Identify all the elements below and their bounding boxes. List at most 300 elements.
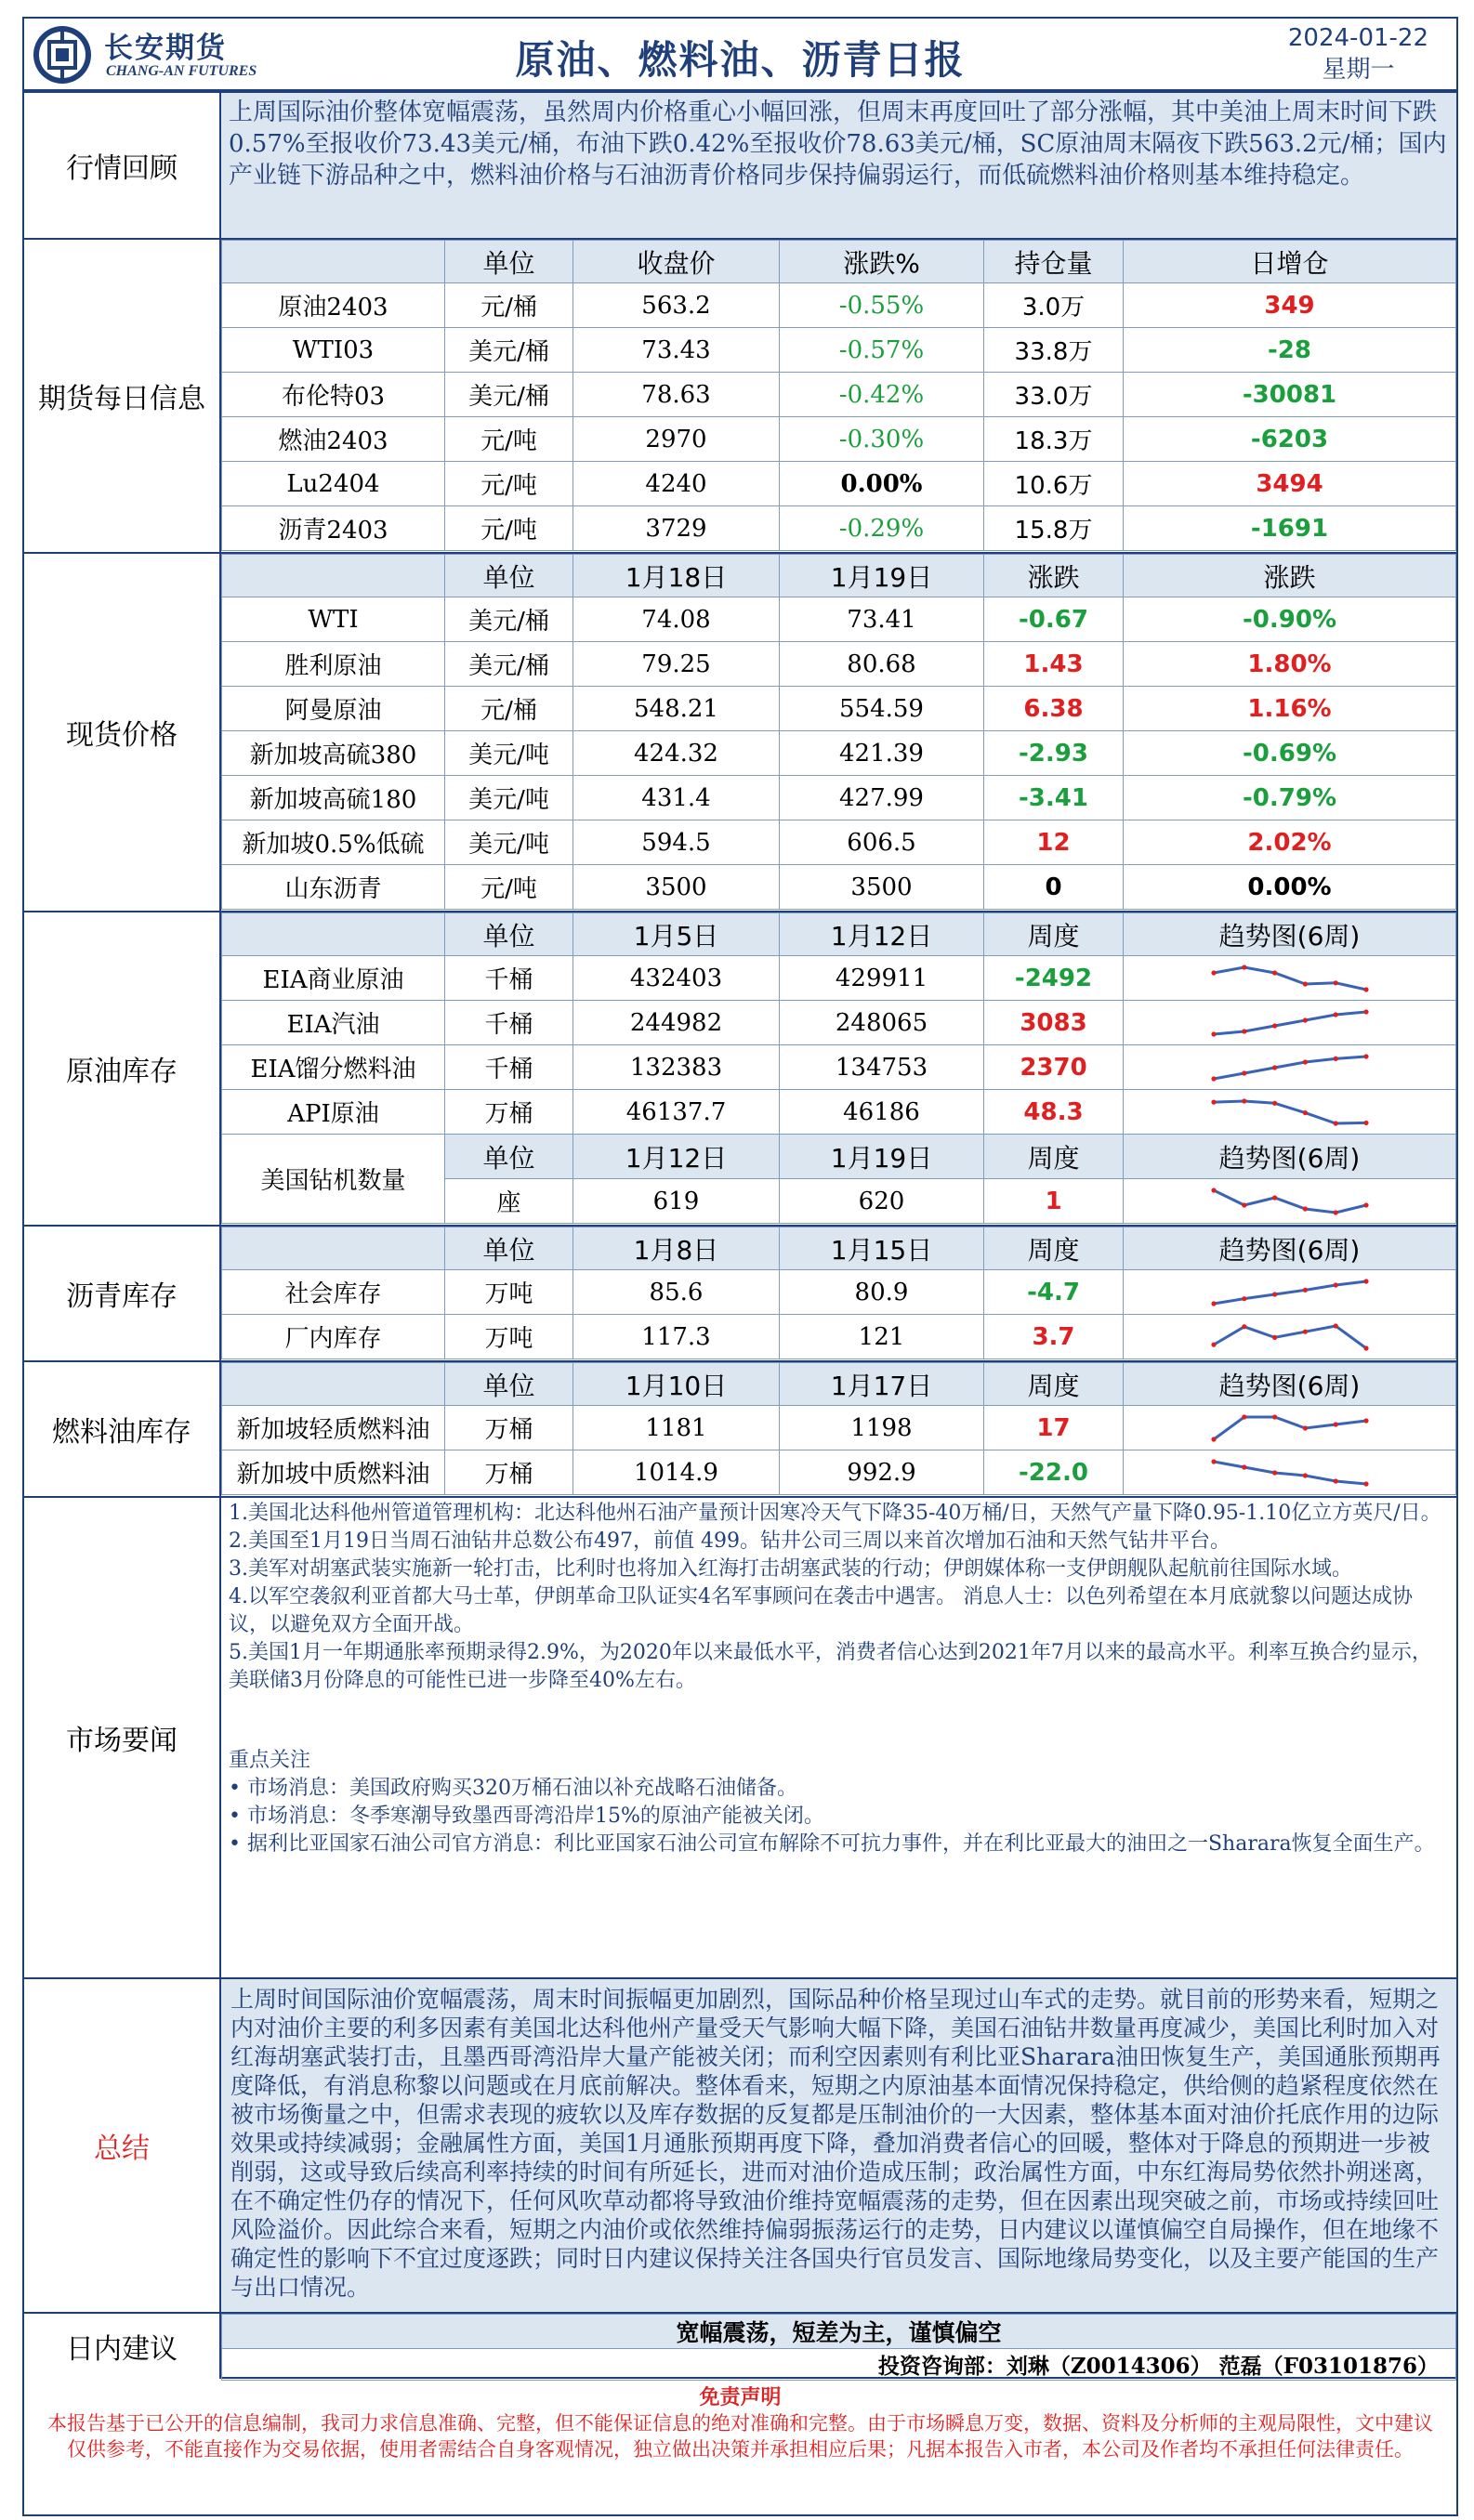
spot-name: 新加坡高硫180 [222,776,445,820]
trend-point [1242,1202,1246,1207]
change-pct: -0.29% [780,506,984,551]
column-header: 趋势图(6周) [1124,1363,1456,1406]
open-interest: 10.6万 [984,462,1124,506]
trend-cell [1124,1179,1456,1224]
section-review [24,93,1456,240]
trend-line [1214,1057,1366,1079]
focus-item: • 据利比亚国家石油公司官方消息：利比亚国家石油公司宣布解除不可抗力事件，并在利比亚最大的油田之一Sharara恢复全面生产。 [229,1832,1435,1856]
inventory-name: 新加坡轻质燃料油 [222,1406,445,1450]
trend-sparkline [1206,962,1374,995]
inventory-name: EIA馏分燃料油 [222,1045,445,1090]
trend-point [1272,1414,1277,1419]
column-header [222,555,445,597]
column-header: 1月15日 [780,1227,984,1270]
section-label: 期货每日信息 [24,240,221,552]
logo-cn-text: 长安期货 [104,32,227,65]
section-label: 沥青库存 [24,1227,221,1360]
open-interest: 15.8万 [984,506,1124,551]
column-header: 周度 [984,1227,1124,1270]
table-row [222,1270,1456,1315]
unit-cell: 千桶 [445,956,573,1001]
price-change: -2.93 [984,731,1124,776]
trend-point [1333,980,1337,985]
trend-point [1242,1098,1246,1103]
daily-oi-change: -28 [1124,328,1456,373]
section-crude-inventory [24,912,1456,1227]
column-header: 周度 [984,1363,1124,1406]
column-header [222,1363,445,1406]
header-row [222,1227,1456,1270]
trend-point [1363,1279,1368,1283]
inventory-name: EIA汽油 [222,1001,445,1045]
report-page [22,17,1458,2516]
column-header: 周度 [984,1135,1124,1179]
price-change-pct: 0.00% [1124,865,1456,910]
trend-point [1333,1121,1337,1125]
table-row [222,1001,1456,1045]
close-price: 78.63 [573,373,780,417]
price-change: 6.38 [984,687,1124,731]
trend-point [1333,1210,1337,1214]
spot-name: 新加坡高硫380 [222,731,445,776]
table-row [222,1406,1456,1450]
trend-point [1211,1099,1216,1104]
open-interest: 18.3万 [984,417,1124,462]
column-header [222,241,445,283]
trend-point [1272,1023,1277,1028]
analysts-text: 投资咨询部：刘琳（Z0014306） 范磊（F03101876） [222,2349,1456,2381]
spot-name: 阿曼原油 [222,687,445,731]
column-header: 单位 [445,555,573,597]
value-prev: 1181 [573,1406,780,1450]
weekly-change: 17 [984,1406,1124,1450]
trend-point [1363,1009,1368,1014]
unit-cell: 美元/桶 [445,642,573,687]
price-day1: 74.08 [573,597,780,642]
table-row [222,506,1456,551]
change-pct: -0.57% [780,328,984,373]
price-day2: 606.5 [780,820,984,865]
trend-point [1333,1012,1337,1017]
table-row [222,1090,1456,1135]
trend-sparkline [1206,1320,1374,1354]
section-label: 日内建议 [24,2314,221,2379]
price-change: -0.67 [984,597,1124,642]
asphalt-inventory-table [221,1227,1456,1359]
table-row [222,820,1456,865]
column-header: 持仓量 [984,241,1124,283]
section-label: 现货价格 [24,554,221,911]
unit-cell: 美元/吨 [445,776,573,820]
header-row [222,1363,1456,1406]
trend-sparkline [1206,1185,1374,1218]
trend-point [1302,981,1307,986]
trend-point [1211,1301,1216,1306]
trend-line [1214,1190,1366,1213]
weekly-change: 3.7 [984,1315,1124,1359]
disclaimer [22,2379,1458,2516]
value-prev: 117.3 [573,1315,780,1359]
weekday-text: 星期一 [1322,56,1395,84]
trend-point [1333,1282,1337,1287]
trend-cell [1124,1315,1456,1359]
trend-point [1302,1017,1307,1022]
contract-name: WTI03 [222,328,445,373]
trend-sparkline [1206,1456,1374,1490]
price-day2: 80.68 [780,642,984,687]
summary-text: 上周时间国际油价宽幅震荡，周末时间振幅更加剧烈，国际品种价格呈现过山车式的走势。就目前的形势来看，短期之内对油价主要的利多因素有美国北达科他州产量受天气影响大幅下降，美国石油钻井数量再度减少，美国比利时加入对红海胡塞武装打击，且墨西哥湾沿岸大量产能被关闭；而利空因素则有利比亚Sharara油田恢复生产，美国通胀预期再度降低，有消息称黎以问题或在月底前解决。整体看来，短期之内原油基本面情况保持稳定，供给侧的趋紧程度依然在被市场衡量之中，但需求表现的疲软以及库存数据的反复都是压制油价的一大因素，整体基本面对油价托底作用的边际效果或持续减弱；金融属性方面，美国1月通胀预期再度下降，叠加消费者信心的回暖，整体对于降息的预期进一步被削弱，这或导致后续高利率持续的时间有所延长，进而对油价造成压制；政治属性方面，中东红海局势依然扑朔迷离，在不确定性仍存的情况下，任何风吹草动都将导致油价维持宽幅震荡的走势，但在因素出现突破之前，市场或持续回吐风险溢价。因此综合来看，短期之内油价或依然维持偏弱振荡运行的走势，日内建议以谨慎偏空自局操作，但在地缘不确定性的影响下不宜过度逐跌；同时日内建议保持关注各国央行官员发言、国际地缘局势变化，以及主要产能国的生产与出口情况。 [221,1979,1456,2312]
price-day2: 421.39 [780,731,984,776]
spot-name: 胜利原油 [222,642,445,687]
weekly-change: 2370 [984,1045,1124,1090]
header-row [222,241,1456,283]
trend-point [1272,1100,1277,1105]
price-change-pct: -0.69% [1124,731,1456,776]
section-label: 原油库存 [24,912,221,1225]
price-day2: 427.99 [780,776,984,820]
column-header [222,1227,445,1270]
unit-cell: 万吨 [445,1270,573,1315]
contract-name: 燃油2403 [222,417,445,462]
trend-point [1272,1334,1277,1339]
change-pct: -0.42% [780,373,984,417]
column-header: 收盘价 [573,241,780,283]
column-header: 涨跌 [1124,555,1456,597]
column-header: 涨跌% [780,241,984,283]
trend-line [1214,1462,1366,1484]
trend-line [1214,1417,1366,1439]
section-label: 市场要闻 [24,1498,221,1977]
trend-point [1242,1324,1246,1329]
trend-point [1211,1437,1216,1441]
table-row [222,642,1456,687]
trend-line [1214,967,1366,990]
trend-point [1363,1054,1368,1058]
trend-point [1242,1414,1246,1419]
price-day2: 3500 [780,865,984,910]
weekly-change: 1 [984,1179,1124,1224]
unit-cell: 千桶 [445,1045,573,1090]
trend-point [1242,1296,1246,1301]
rig-count-name: 美国钻机数量 [222,1135,445,1224]
close-price: 3729 [573,506,780,551]
value-latest: 80.9 [780,1270,984,1315]
trend-point [1333,1056,1337,1060]
price-day1: 548.21 [573,687,780,731]
section-label: 行情回顾 [24,93,221,238]
report-header [22,17,1458,91]
unit-cell: 元/吨 [445,865,573,910]
unit-cell: 元/桶 [445,283,573,328]
change-pct: -0.55% [780,283,984,328]
close-price: 563.2 [573,283,780,328]
daily-oi-change: -6203 [1124,417,1456,462]
unit-cell: 美元/吨 [445,820,573,865]
price-change-pct: -0.79% [1124,776,1456,820]
column-header: 单位 [445,1363,573,1406]
column-header: 1月12日 [573,1135,780,1179]
disclaimer-text: 本报告基于已公开的信息编制，我司力求信息准确、完整，但不能保证信息的绝对准确和完整。由于市场瞬息万变，数据、资料及分析师的主观局限性，文中建议仅供参考，不能直接作为交易依据，使用者需结合自身客观情况，独立做出决策并承担相应后果；凡据本报告入市者，本公司及作者均不承担任何法律责任。 [47,2412,1433,2461]
value-prev: 132383 [573,1045,780,1090]
trend-point [1211,1342,1216,1346]
close-price: 2970 [573,417,780,462]
table-row [222,731,1456,776]
column-header [222,913,445,956]
section-spot [24,554,1456,912]
column-header: 单位 [445,913,573,956]
inventory-name: 新加坡中质燃料油 [222,1450,445,1495]
price-change-pct: 1.80% [1124,642,1456,687]
daily-oi-change: 349 [1124,283,1456,328]
value-prev: 46137.7 [573,1090,780,1135]
unit-cell: 千桶 [445,1001,573,1045]
table-row [222,283,1456,328]
trend-point [1242,1464,1246,1469]
value-latest: 1198 [780,1406,984,1450]
trend-line [1214,1012,1366,1034]
trend-point [1363,1345,1368,1350]
unit-cell: 美元/桶 [445,328,573,373]
column-header: 趋势图(6周) [1124,1227,1456,1270]
column-header: 1月8日 [573,1227,780,1270]
trend-point [1272,1292,1277,1296]
trend-sparkline [1206,1096,1374,1129]
column-header: 单位 [445,241,573,283]
column-header: 趋势图(6周) [1124,913,1456,956]
unit-cell: 元/吨 [445,417,573,462]
trend-point [1333,1323,1337,1328]
section-fuel-inventory [24,1362,1456,1498]
value-latest: 620 [780,1179,984,1224]
table-row [222,776,1456,820]
spot-name: 山东沥青 [222,865,445,910]
table-row [222,687,1456,731]
trend-line [1214,1101,1366,1123]
price-day1: 431.4 [573,776,780,820]
table-row [222,597,1456,642]
value-prev: 244982 [573,1001,780,1045]
trend-point [1242,1029,1246,1033]
inventory-name: EIA商业原油 [222,956,445,1001]
advice-text: 宽幅震荡，短差为主，谨慎偏空 [222,2315,1456,2349]
advice-table [221,2314,1456,2381]
trend-point [1302,1287,1307,1292]
column-header: 1月17日 [780,1363,984,1406]
trend-point [1363,987,1368,991]
trend-point [1302,1206,1307,1211]
trend-point [1211,1031,1216,1036]
table-row [222,373,1456,417]
value-prev: 619 [573,1179,780,1224]
contract-name: 沥青2403 [222,506,445,551]
unit-cell: 美元/吨 [445,731,573,776]
value-prev: 432403 [573,956,780,1001]
trend-sparkline [1206,1411,1374,1445]
inventory-name: 社会库存 [222,1270,445,1315]
price-day1: 79.25 [573,642,780,687]
date-text: 2024-01-22 [1287,24,1428,52]
value-latest: 46186 [780,1090,984,1135]
value-prev: 85.6 [573,1270,780,1315]
trend-point [1272,1470,1277,1475]
daily-oi-change: -30081 [1124,373,1456,417]
trend-line [1214,1326,1366,1348]
price-day1: 424.32 [573,731,780,776]
table-row [222,1315,1456,1359]
crude-inventory-table [221,912,1456,1224]
spot-name: 新加坡0.5%低硫 [222,820,445,865]
unit-cell: 元/吨 [445,462,573,506]
rig-header-row [222,1135,1456,1179]
value-latest: 121 [780,1315,984,1359]
trend-cell [1124,1270,1456,1315]
table-row [222,1045,1456,1090]
change-pct: 0.00% [780,462,984,506]
futures-table [221,240,1456,551]
price-change-pct: 1.16% [1124,687,1456,731]
table-row [222,1450,1456,1495]
unit-cell: 美元/桶 [445,373,573,417]
price-change: 12 [984,820,1124,865]
table-row [222,865,1456,910]
column-header: 日增仓 [1124,241,1456,283]
trend-cell [1124,1090,1456,1135]
spot-table [221,554,1456,910]
unit-cell: 万吨 [445,1315,573,1359]
open-interest: 33.8万 [984,328,1124,373]
column-header: 1月18日 [573,555,780,597]
value-latest: 248065 [780,1001,984,1045]
unit-cell: 座 [445,1179,573,1224]
weekly-change: 48.3 [984,1090,1124,1135]
trend-point [1242,965,1246,969]
daily-oi-change: 3494 [1124,462,1456,506]
trend-cell [1124,1001,1456,1045]
contract-name: 原油2403 [222,283,445,328]
trend-point [1333,1422,1337,1426]
column-header: 1月5日 [573,913,780,956]
news-item: 4.以军空袭叙利亚首都大马士革，伊朗革命卫队证实4名军事顾问在袭击中遇害。 消息人士：以色列希望在本月底就黎以问题达成协议，以避免双方全面开战。 [229,1585,1413,1636]
trend-sparkline [1206,1051,1374,1084]
trend-sparkline [1206,1276,1374,1309]
trend-point [1302,1109,1307,1114]
value-latest: 429911 [780,956,984,1001]
column-header: 1月10日 [573,1363,780,1406]
trend-point [1242,1070,1246,1075]
trend-point [1272,970,1277,975]
change-pct: -0.30% [780,417,984,462]
report-date [1288,22,1428,85]
column-header: 1月19日 [780,1135,984,1179]
section-news [24,1498,1456,1979]
weekly-change: 3083 [984,1001,1124,1045]
trend-cell [1124,956,1456,1001]
unit-cell: 元/桶 [445,687,573,731]
open-interest: 33.0万 [984,373,1124,417]
table-row [222,328,1456,373]
trend-point [1333,1478,1337,1483]
trend-point [1211,1076,1216,1081]
price-day2: 554.59 [780,687,984,731]
column-header: 涨跌 [984,555,1124,597]
price-day1: 3500 [573,865,780,910]
spot-name: WTI [222,597,445,642]
news-item: 3.美军对胡塞武装实施新一轮打击，比利时也将加入红海打击胡塞武装的行动；伊朗媒体称一支伊朗舰队起航前往国际水域。 [229,1557,1352,1581]
news-item: 2.美国至1月19日当周石油钻井总数公布497，前值 499。钻井公司三周以来首次增加石油和天然气钻井平台。 [229,1529,1231,1553]
report-grid [22,91,1458,2379]
trend-point [1211,970,1216,975]
trend-point [1363,1120,1368,1124]
news-item: 1.美国北达科他州管道管理机构：北达科他州石油产量预计因寒冷天气下降35-40万桶/日，天然气产量下降0.95-1.10亿立方英尺/日。 [229,1502,1441,1525]
trend-point [1302,1473,1307,1477]
report-title: 原油、燃料油、沥青日报 [515,37,966,83]
trend-sparkline [1206,1006,1374,1040]
close-price: 73.43 [573,328,780,373]
value-latest: 992.9 [780,1450,984,1495]
fuel-inventory-table [221,1362,1456,1495]
inventory-name: 厂内库存 [222,1315,445,1359]
column-header: 1月12日 [780,913,984,956]
table-row [222,417,1456,462]
section-label: 燃料油库存 [24,1362,221,1496]
news-content [221,1498,1456,1977]
price-change-pct: -0.90% [1124,597,1456,642]
trend-point [1272,1195,1277,1200]
inventory-name: API原油 [222,1090,445,1135]
weekly-change: -4.7 [984,1270,1124,1315]
trend-point [1302,1425,1307,1430]
trend-point [1363,1418,1368,1423]
focus-item: • 市场消息：冬季寒潮导致墨西哥湾沿岸15%的原油产能被关闭。 [229,1805,824,1828]
value-prev: 1014.9 [573,1450,780,1495]
price-change: 0 [984,865,1124,910]
logo-en-text: CHANG-AN FUTURES [106,63,257,79]
section-advice [24,2314,1456,2379]
trend-cell [1124,1406,1456,1450]
trend-point [1363,1202,1368,1207]
close-price: 4240 [573,462,780,506]
disclaimer-title: 免责声明 [699,2385,782,2409]
trend-point [1302,1329,1307,1333]
section-asphalt-inventory [24,1227,1456,1362]
unit-cell: 美元/桶 [445,597,573,642]
review-text: 上周国际油价整体宽幅震荡，虽然周内价格重心小幅回涨，但周末再度回吐了部分涨幅，其中美油上周末时间下跌0.57%至报收价73.43美元/桶，布油下跌0.42%至报收价78.63美元/桶，SC原油周末隔夜下跌563.2元/桶；国内产业链下游品种之中，燃料油价格与石油沥青价格同步保持偏弱运行，而低硫燃料油价格则基本维持稳定。 [221,93,1456,238]
column-header: 单位 [445,1135,573,1179]
focus-title: 重点关注 [229,1749,311,1772]
weekly-change: -2492 [984,956,1124,1001]
column-header: 周度 [984,913,1124,956]
value-latest: 134753 [780,1045,984,1090]
trend-point [1363,1481,1368,1486]
price-day2: 73.41 [780,597,984,642]
price-change: 1.43 [984,642,1124,687]
price-change-pct: 2.02% [1124,820,1456,865]
trend-line [1214,1281,1366,1304]
header-row [222,555,1456,597]
trend-point [1211,1459,1216,1463]
unit-cell: 万桶 [445,1450,573,1495]
column-header: 趋势图(6周) [1124,1135,1456,1179]
trend-cell [1124,1450,1456,1495]
unit-cell: 万桶 [445,1406,573,1450]
price-day1: 594.5 [573,820,780,865]
table-row [222,462,1456,506]
contract-name: Lu2404 [222,462,445,506]
column-header: 单位 [445,1227,573,1270]
trend-point [1302,1059,1307,1064]
column-header: 1月19日 [780,555,984,597]
trend-cell [1124,1045,1456,1090]
